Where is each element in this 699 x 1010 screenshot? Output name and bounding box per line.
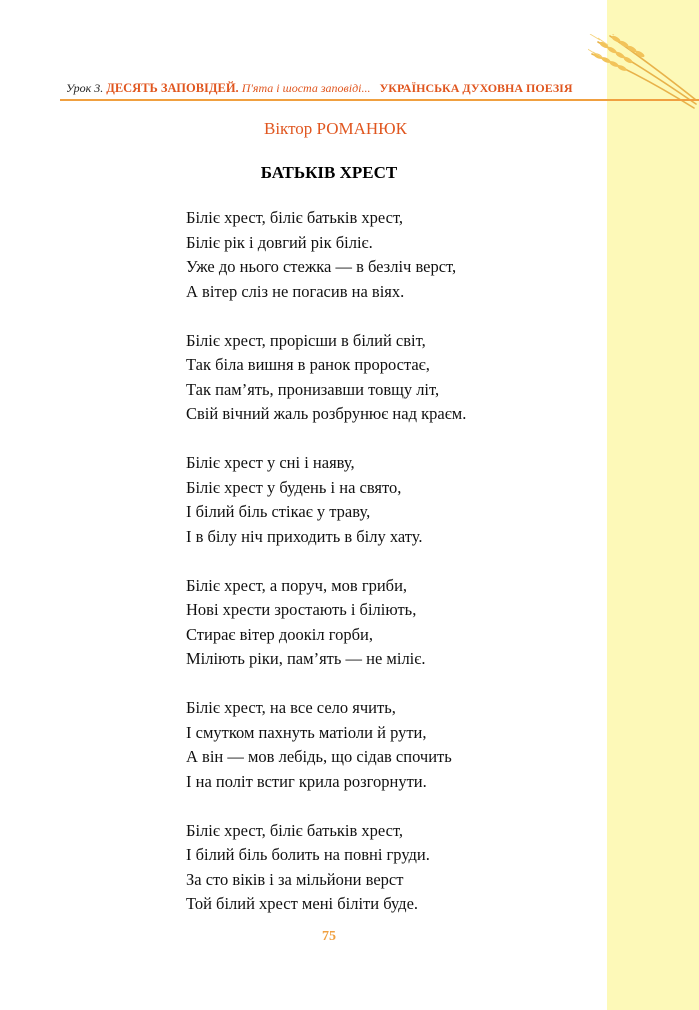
page-number: 75 [322, 929, 336, 944]
side-margin-band [607, 0, 699, 1010]
poem-line: І білий біль стікає у траву, [186, 502, 371, 521]
section-title: УКРАЇНСЬКА ДУХОВНА ПОЕЗІЯ [379, 81, 573, 95]
lesson-number: Урок 3. [66, 81, 104, 95]
stanza [186, 696, 586, 794]
poem-line: Біліє хрест, а поруч, мов гриби, [186, 575, 408, 595]
poem-line: Нові хрести зростають і біліють, [186, 600, 417, 619]
poem-line: Свій вічний жаль розбрунює над краєм. [186, 404, 467, 423]
poem-line: Біліє хрест, прорісши в білий світ, [186, 330, 426, 350]
poem-line: Біліє хрест, на все село ячить, [186, 698, 396, 717]
poem-author: Віктор РОМАНЮК [264, 119, 407, 138]
poem-line: Біліє рік і довгий рік біліє. [186, 232, 373, 252]
header-rule [60, 99, 699, 101]
poem-line: А вітер сліз не погасив на віях. [186, 281, 405, 301]
poem-line: Біліє хрест у сні і наяву, [186, 453, 355, 472]
poem-line: Так біла вишня в ранок проростає, [186, 355, 430, 374]
poem-body [186, 206, 586, 941]
poem-line: І в білу ніч приходить в білу хату. [186, 526, 423, 546]
poem-line: Стирає вітер доокіл горби, [186, 624, 373, 644]
poem-line: Біліє хрест у будень і на свято, [186, 477, 402, 497]
lesson-topic: ДЕСЯТЬ ЗАПОВІДЕЙ. [106, 81, 239, 95]
stanza [186, 206, 586, 304]
poem-line: Біліє хрест, біліє батьків хрест, [186, 820, 404, 840]
poem-line: І на політ встиг крила розгорнути. [186, 771, 427, 791]
stanza [186, 574, 586, 672]
poem-line: І смутком пахнуть матіоли й рути, [186, 722, 427, 742]
poem-line: За сто віків і за мільйони верст [186, 869, 404, 889]
poem-line: Той білий хрест мені біліти буде. [186, 894, 419, 913]
stanza [186, 819, 586, 917]
poem-line: Міліють ріки, пам’ять — не міліє. [186, 649, 426, 668]
poem-line: Уже до нього стежка — в безліч верст, [186, 257, 457, 276]
stanza [186, 451, 586, 549]
running-header [66, 80, 606, 96]
poem-title: БАТЬКІВ ХРЕСТ [260, 163, 398, 182]
stanza [186, 329, 586, 427]
poem-line: І білий біль болить на повні груди. [186, 845, 430, 864]
poem-line: Біліє хрест, біліє батьків хрест, [186, 208, 404, 227]
poem-line: А він — мов лебідь, що сідав спочить [186, 747, 452, 766]
poem-line: Так пам’ять, пронизавши товщу літ, [186, 379, 440, 399]
lesson-subtopic: П'ята і шоста заповіді... [241, 81, 371, 95]
